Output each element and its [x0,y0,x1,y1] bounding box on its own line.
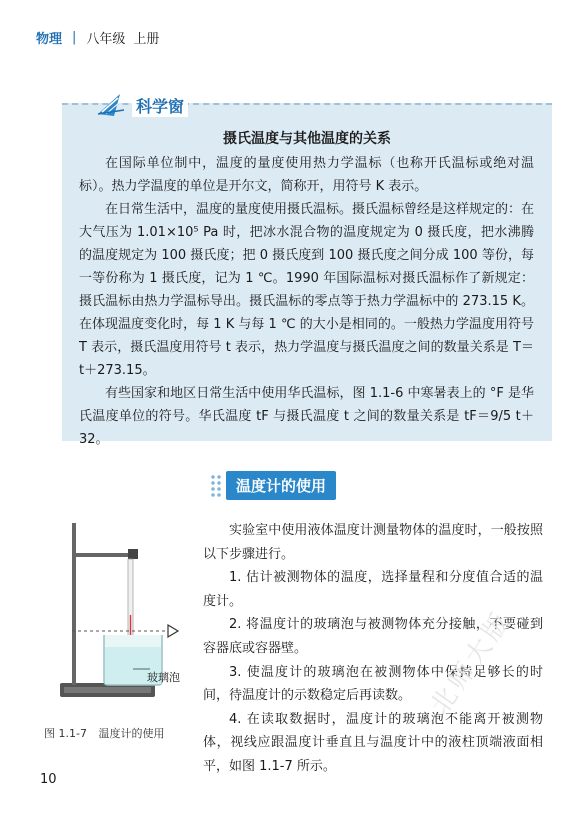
figure-caption-text: 温度计的使用 [98,727,165,740]
page-header [36,28,159,47]
section-dots-decoration [210,474,222,498]
science-window-title: 摄氏温度与其他温度的关系 [223,131,391,147]
science-window-tag [96,92,188,118]
bulb-label: 玻璃泡 [147,671,180,684]
step-paragraph: 1. 估计被测物体的温度，选择量程和分度值合适的温度计。 [203,570,543,609]
thermometer-figure [42,515,192,715]
section-heading [210,471,336,500]
science-paragraph: 有些国家和地区日常生活中使用华氏温标，图 1.1-6 中寒暑表上的 °F 是华氏温度单位的符号。华氏温度 tF 与摄氏温度 t 之间的数量关系是 tF＝9/5 t＋32。 [79,386,534,447]
header-volume: 上册 [133,32,160,47]
section-title: 温度计的使用 [226,471,336,500]
header-subject: 物理 [36,32,63,47]
page-number: 10 [40,772,57,787]
step-paragraph: 3. 使温度计的玻璃泡在被测物体中保持足够长的时间，待温度计的示数稳定后再读数。 [203,664,543,704]
science-window-label: 科学窗 [132,94,188,117]
header-separator: | [72,30,77,45]
step-paragraph: 2. 将温度计的玻璃泡与被测物体充分接触，不要碰到容器底或容器壁。 [203,617,543,656]
step-paragraph: 4. 在读取数据时，温度计的玻璃泡不能离开被测物体，视线应跟温度计垂直且与温度计中的液柱顶端液面相平，如图 1.1-7 所示。 [203,711,543,774]
science-window-icon [96,92,126,118]
science-paragraph: 在日常生活中，温度的量度使用摄氏温标。摄氏温标曾经是这样规定的：在大气压为 1.01×10⁵ Pa 时，把冰水混合物的温度规定为 0 摄氏度，把水沸腾的温度规定为 100 摄氏度；把 0 摄氏度到 100 摄氏度之间分成 100 等份，每一等份称为 1 摄氏度，记为 1 ℃。1990 年国际温标对摄氏温标作了新规定：摄氏温标由热力学温标导出。摄氏温标的零点等于热力学温标中的 273.15 K。在体现温度变化时，每 1 K 与每 1 ℃ 的大小是相同的。一般热力学温度用符号 T 表示，摄氏温度用符号 t 表示，热力学温度与摄氏温度之间的数量关系是 T＝t＋273.15。 [79,202,535,378]
figure-caption [44,725,164,741]
science-window-body [79,152,534,451]
header-grade: 八年级 [86,32,126,47]
figure-number: 图 1.1-7 [44,727,87,740]
science-paragraph: 在国际单位制中，温度的量度使用热力学温标（也称开氏温标或绝对温标）。热力学温度的单位是开尔文，简称开，用符号 K 表示。 [79,156,534,194]
step-paragraph: 实验室中使用液体温度计测量物体的温度时，一般按照以下步骤进行。 [203,523,543,562]
publisher-watermark: 北师大版 [424,605,519,721]
